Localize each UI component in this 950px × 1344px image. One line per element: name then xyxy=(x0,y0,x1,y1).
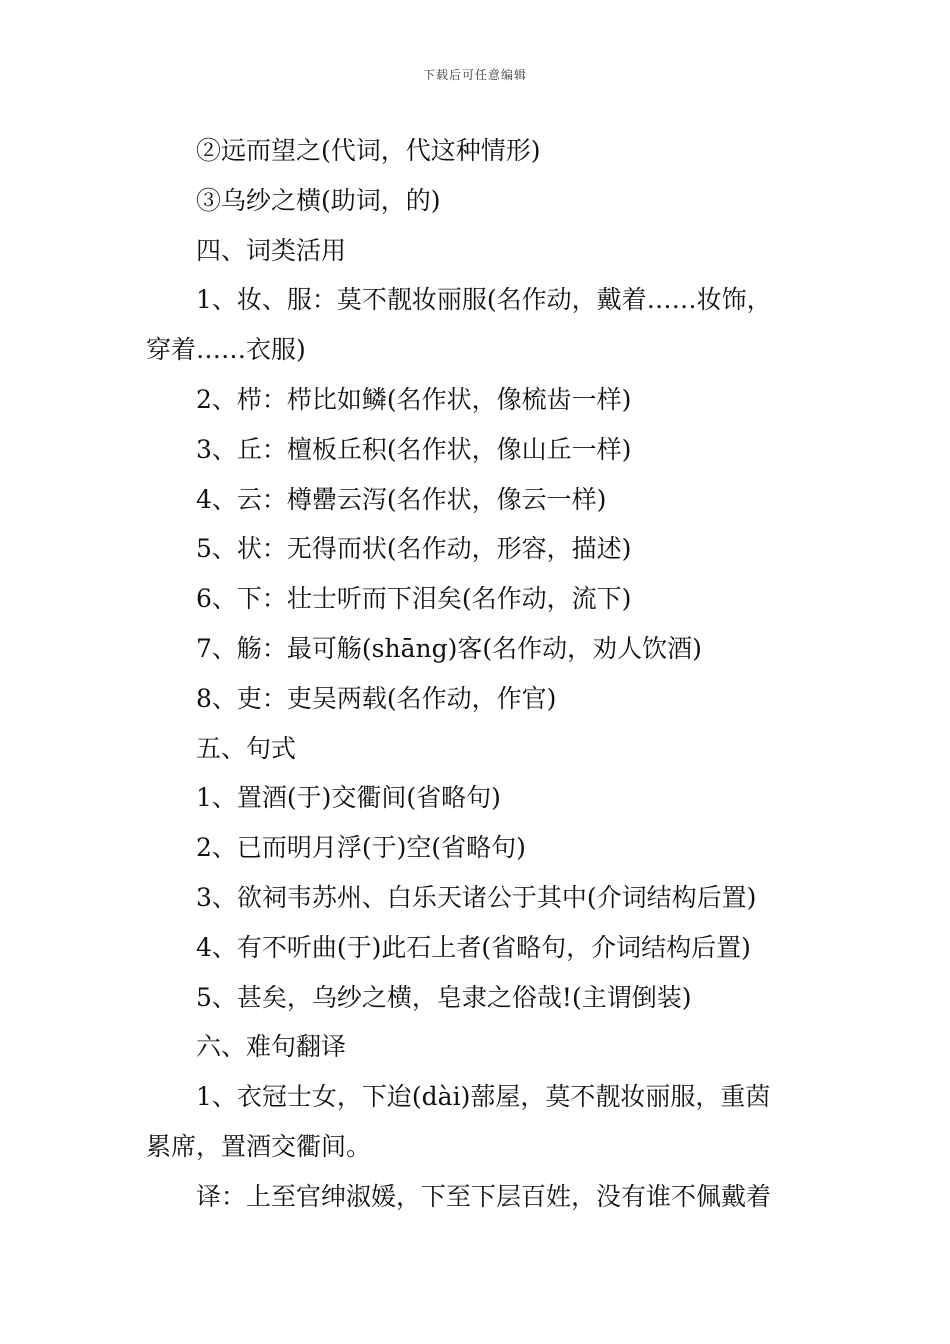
text-line: 1、衣冠士女，下迨(dài)蔀屋，莫不靓妆丽服，重茵 xyxy=(196,1082,771,1112)
text-line: ③乌纱之横(助词，的) xyxy=(196,185,441,215)
text-line: 2、已而明月浮(于)空(省略句) xyxy=(196,833,526,863)
text-line: 7、觞：最可觞(shāng)客(名作动，劝人饮酒) xyxy=(196,633,702,663)
text-line: ②远而望之(代词，代这种情形) xyxy=(196,136,541,165)
text-line: 累席，置酒交衢间。 xyxy=(146,1131,372,1161)
section-heading: 四、词类活用 xyxy=(196,235,347,265)
text-line: 5、甚矣，乌纱之横，皂隶之俗哉!(主谓倒装) xyxy=(196,982,692,1012)
text-line: 4、有不听曲(于)此石上者(省略句，介词结构后置) xyxy=(196,932,751,962)
text-line: 1、置酒(于)交衢间(省略句) xyxy=(196,783,501,813)
document-body xyxy=(146,126,810,1222)
section-heading: 五、句式 xyxy=(196,733,297,763)
text-line: 5、状：无得而状(名作动，形容，描述) xyxy=(196,534,632,564)
text-line: 4、云：樽罍云泻(名作状，像云一样) xyxy=(196,484,607,514)
text-line: 6、下：壮士听而下泪矣(名作动，流下) xyxy=(196,584,632,614)
section-heading: 六、难句翻译 xyxy=(196,1032,347,1062)
text-line: 1、妆、服：莫不靓妆丽服(名作动，戴着……妆饰， xyxy=(196,285,772,315)
text-line: 8、吏：吏吴两载(名作动，作官) xyxy=(196,683,557,713)
page-header: 下载后可任意编辑 xyxy=(422,68,527,82)
text-line: 译：上至官绅淑媛，下至下层百姓，没有谁不佩戴着 xyxy=(196,1181,772,1211)
text-line: 穿着……衣服) xyxy=(146,335,306,365)
text-line: 3、欲祠韦苏州、白乐天诸公于其中(介词结构后置) xyxy=(196,882,757,912)
text-line: 2、栉：栉比如鳞(名作状，像梳齿一样) xyxy=(196,384,632,414)
text-line: 3、丘：檀板丘积(名作状，像山丘一样) xyxy=(196,434,632,464)
